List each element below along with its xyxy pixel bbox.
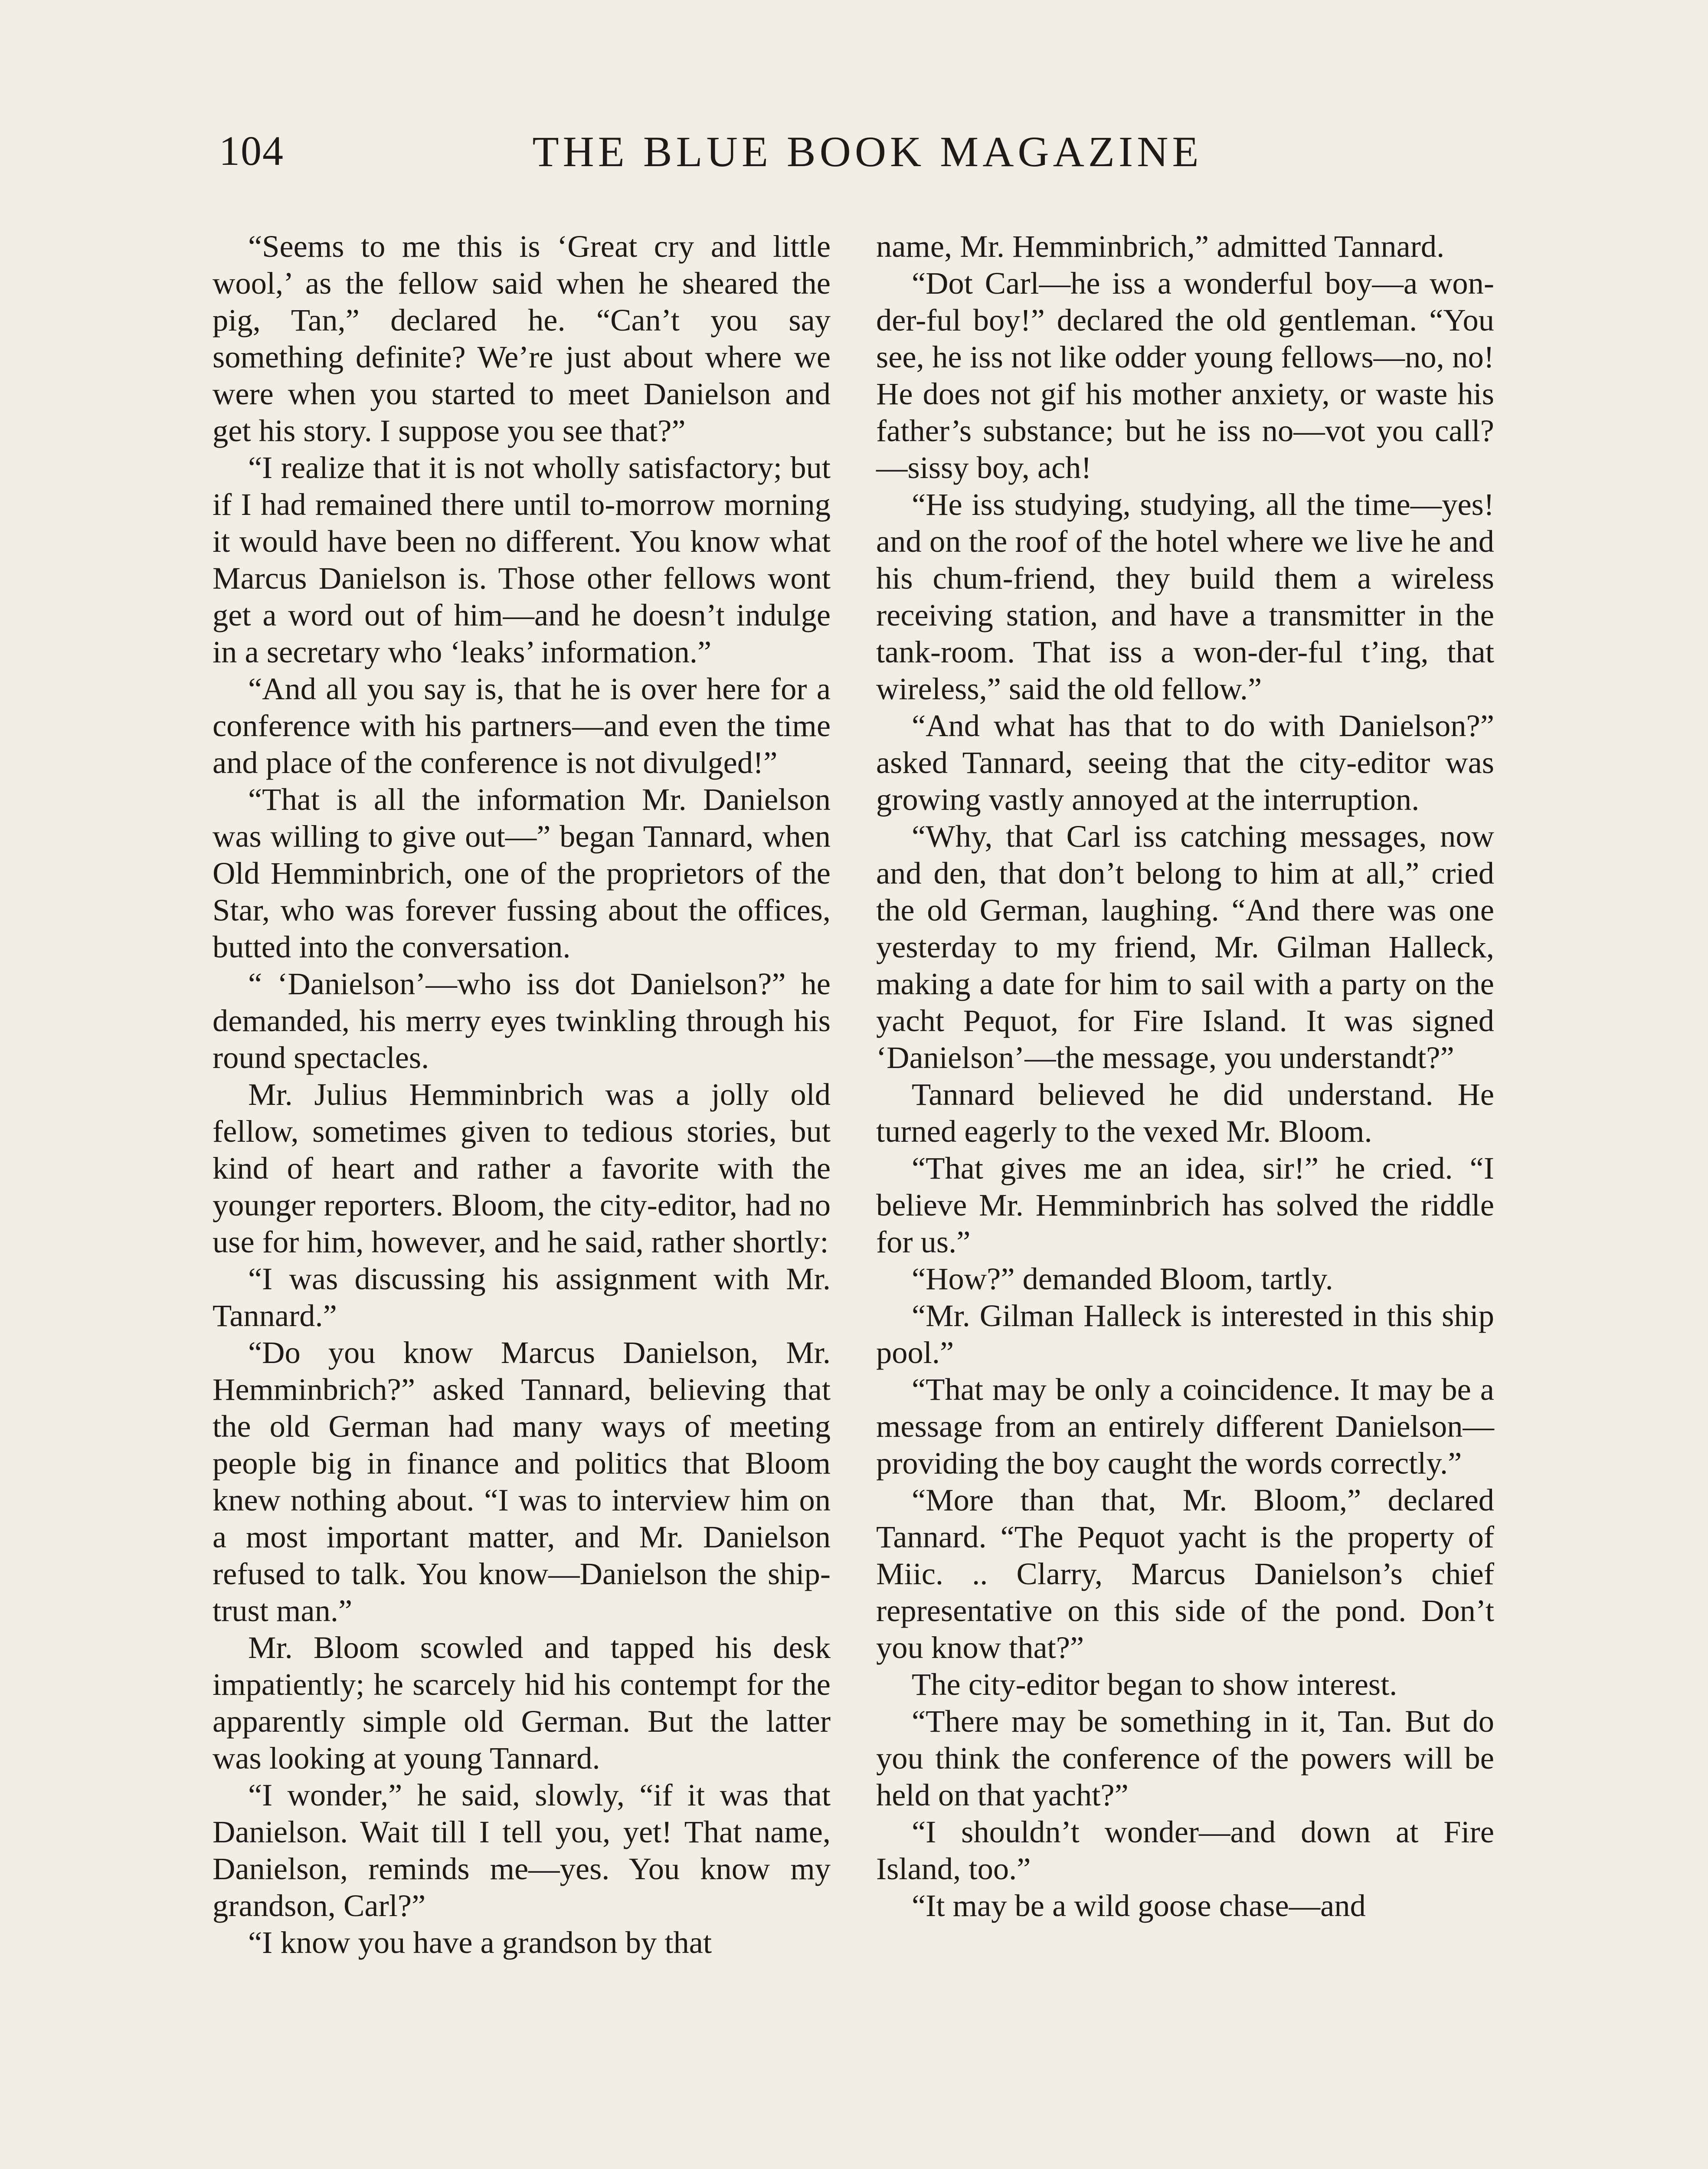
paragraph: Mr. Bloom scowled and tapped his desk impatiently; he scarcely hid his contempt for the apparently simple old German. But the latter was looking at young Tannard. bbox=[213, 1630, 831, 1776]
paragraph: “And all you say is, that he is over here for a conference with his partners—and even the time and place of the conference is not divulged!” bbox=[213, 671, 831, 780]
paragraph: The city-editor began to show interest. bbox=[912, 1667, 1397, 1702]
paragraph: “It may be a wild goose chase—and bbox=[912, 1888, 1366, 1923]
paragraph: “I wonder,” he said, slowly, “if it was that Danielson. Wait till I tell you, yet! That name, Danielson, reminds me—yes. You know my grandson, Carl?” bbox=[213, 1777, 831, 1923]
paragraph: “I shouldn’t wonder—and down at Fire Island, too.” bbox=[876, 1814, 1494, 1886]
left-column bbox=[213, 228, 831, 1961]
paragraph: “Do you know Marcus Danielson, Mr. Hemminbrich?” asked Tannard, believing that the old German had many ways of meeting people big in finance and politics that Bloom knew nothing about. “I was to interview him on a most important matter, and Mr. Danielson refused to talk. You know—Danielson the ship-trust man.” bbox=[213, 1335, 831, 1628]
paragraph: Mr. Julius Hemminbrich was a jolly old fellow, sometimes given to tedious stories, but kind of heart and rather a favorite with the younger reporters. Bloom, the city-editor, had no use for him, however, and he said, rather shortly: bbox=[213, 1077, 831, 1259]
right-column bbox=[876, 228, 1494, 1924]
paragraph: “That may be only a coincidence. It may be a message from an entirely different Danielson—providing the boy caught the words correctly.” bbox=[876, 1372, 1494, 1481]
page-number: 104 bbox=[219, 128, 284, 174]
paragraph: Tannard believed he did understand. He turned eagerly to the vexed Mr. Bloom. bbox=[876, 1077, 1494, 1149]
paragraph: “Dot Carl—he iss a wonderful boy—a won-der-ful boy!” declared the old gentleman. “You see, he iss not like odder young fellows—no, no! He does not gif his mother anxiety, or waste his father’s substance; but he iss no—vot you call?—sissy boy, ach! bbox=[876, 265, 1494, 485]
paragraph: “How?” demanded Bloom, tartly. bbox=[912, 1261, 1333, 1296]
paragraph: “ ‘Danielson’—who iss dot Danielson?” he demanded, his merry eyes twinkling through his round spectacles. bbox=[213, 966, 831, 1075]
paragraph: “That is all the information Mr. Danielson was willing to give out—” began Tannard, when Old Hemminbrich, one of the proprietors of the Star, who was forever fussing about the offices, butted into the conversation. bbox=[213, 782, 831, 964]
paragraph: “That gives me an idea, sir!” he cried. “I believe Mr. Hemminbrich has solved the riddle for us.” bbox=[876, 1150, 1494, 1259]
paragraph-continuation: name, Mr. Hemminbrich,” admitted Tannard. bbox=[876, 229, 1445, 264]
paragraph: “There may be something in it, Tan. But do you think the conference of the powers will be held on that yacht?” bbox=[876, 1704, 1494, 1812]
paragraph: “Why, that Carl iss catching messages, now and den, that don’t belong to him at all,” cried the old German, laughing. “And there was one yesterday to my friend, Mr. Gilman Halleck, making a date for him to sail with a party on the yacht Pequot, for Fire Island. It was signed ‘Danielson’—the message, you understandt?” bbox=[876, 819, 1494, 1075]
paragraph: “I realize that it is not wholly satisfactory; but if I had remained there until to-morrow morning it would have been no different. You know what Marcus Danielson is. Those other fellows wont get a word out of him—and he doesn’t indulge in a secretary who ‘leaks’ information.” bbox=[213, 450, 831, 669]
running-head-title: THE BLUE BOOK MAGAZINE bbox=[532, 128, 1203, 176]
paragraph: “And what has that to do with Danielson?” asked Tannard, seeing that the city-editor was growing vastly annoyed at the interruption. bbox=[876, 708, 1494, 817]
paragraph: “Mr. Gilman Halleck is interested in this ship pool.” bbox=[876, 1298, 1494, 1370]
paragraph: “More than that, Mr. Bloom,” declared Tannard. “The Pequot yacht is the property of Miic. .. Clarry, Marcus Danielson’s chief representative on this side of the pond. Don’t you know that?” bbox=[876, 1482, 1494, 1665]
paragraph: “He iss studying, studying, all the time—yes! and on the roof of the hotel where we live he and his chum-friend, they build them a wireless receiving station, and have a transmitter in the tank-room. That iss a won-der-ful t’ing, that wireless,” said the old fellow.” bbox=[876, 487, 1494, 706]
paragraph: “Seems to me this is ‘Great cry and little wool,’ as the fellow said when he sheared the pig, Tan,” declared he. “Can’t you say something definite? We’re just about where we were when you started to meet Danielson and get his story. I suppose you see that?” bbox=[213, 229, 831, 448]
paragraph: “I know you have a grandson by that bbox=[248, 1925, 712, 1960]
paragraph: “I was discussing his assignment with Mr. Tannard.” bbox=[213, 1261, 831, 1333]
